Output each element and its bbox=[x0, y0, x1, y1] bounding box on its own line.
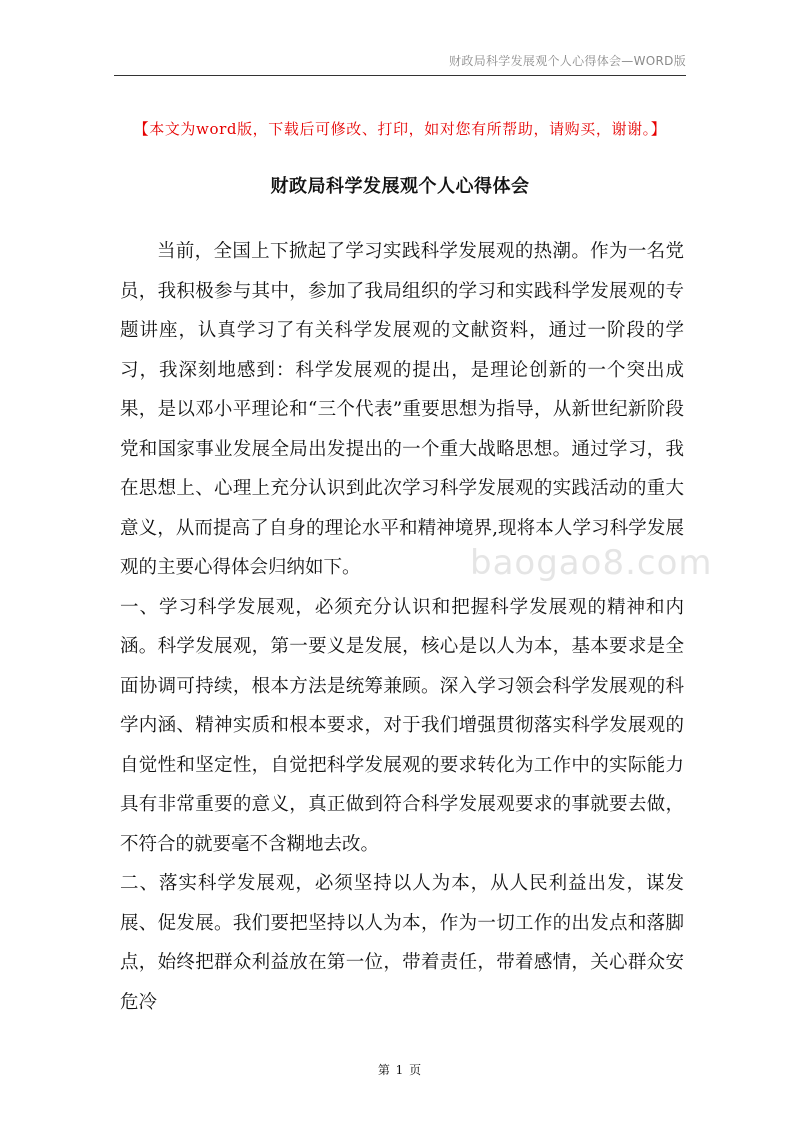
download-notice: 【本文为word版，下载后可修改、打印，如对您有所帮助，请购买，谢谢。】 bbox=[133, 120, 667, 138]
paragraph-section-one: 一、学习科学发展观，必须充分认识和把握科学发展观的精神和内涵。科学发展观，第一要义是发展，核心是以人为本，基本要求是全面协调可持续，根本方法是统筹兼顾。深入学习领会科学发展观的科学内涵、精神实质和根本要求，对于我们增强贯彻落实科学发展观的自觉性和坚定性，自觉把科学发展观的要求转化为工作中的实际能力具有非常重要的意义，真正做到符合科学发展观要求的事就要去做，不符合的就要毫不含糊地去改。 bbox=[120, 596, 684, 855]
watermark-text: baogao8.com bbox=[470, 543, 713, 583]
paragraph-intro: 当前，全国上下掀起了学习实践科学发展观的热潮。作为一名党员，我积极参与其中，参加了我局组织的学习和实践科学发展观的专题讲座，认真学习了有关科学发展观的文献资料，通过一阶段的学习，我深刻地感到：科学发展观的提出，是理论创新的一个突出成果，是以邓小平理论和“三个代表”重要思想为指导，从新世纪新阶段党和国家事业发展全局出发提出的一个重大战略思想。通过学习，我在思想上、心理上充分认识到此次学习科学发展观的实践活动的重大意义，从而提高了自身的理论水平和精神境界,现将本人学习科学发展观的主要心得体会归纳如下。 bbox=[120, 241, 684, 578]
document-body bbox=[120, 232, 684, 1022]
document-title: 财政局科学发展观个人心得体会 bbox=[270, 176, 530, 197]
header-rule bbox=[114, 75, 686, 76]
paragraph-section-two: 二、落实科学发展观，必须坚持以人为本，从人民利益出发，谋发展、促发展。我们要把坚持以人为本，作为一切工作的出发点和落脚点，始终把群众利益放在第一位，带着责任，带着感情，关心群众安危冷 bbox=[120, 873, 684, 1013]
page-number: 第 1 页 bbox=[377, 1063, 423, 1077]
running-header: 财政局科学发展观个人心得体会—WORD版 bbox=[449, 54, 686, 68]
